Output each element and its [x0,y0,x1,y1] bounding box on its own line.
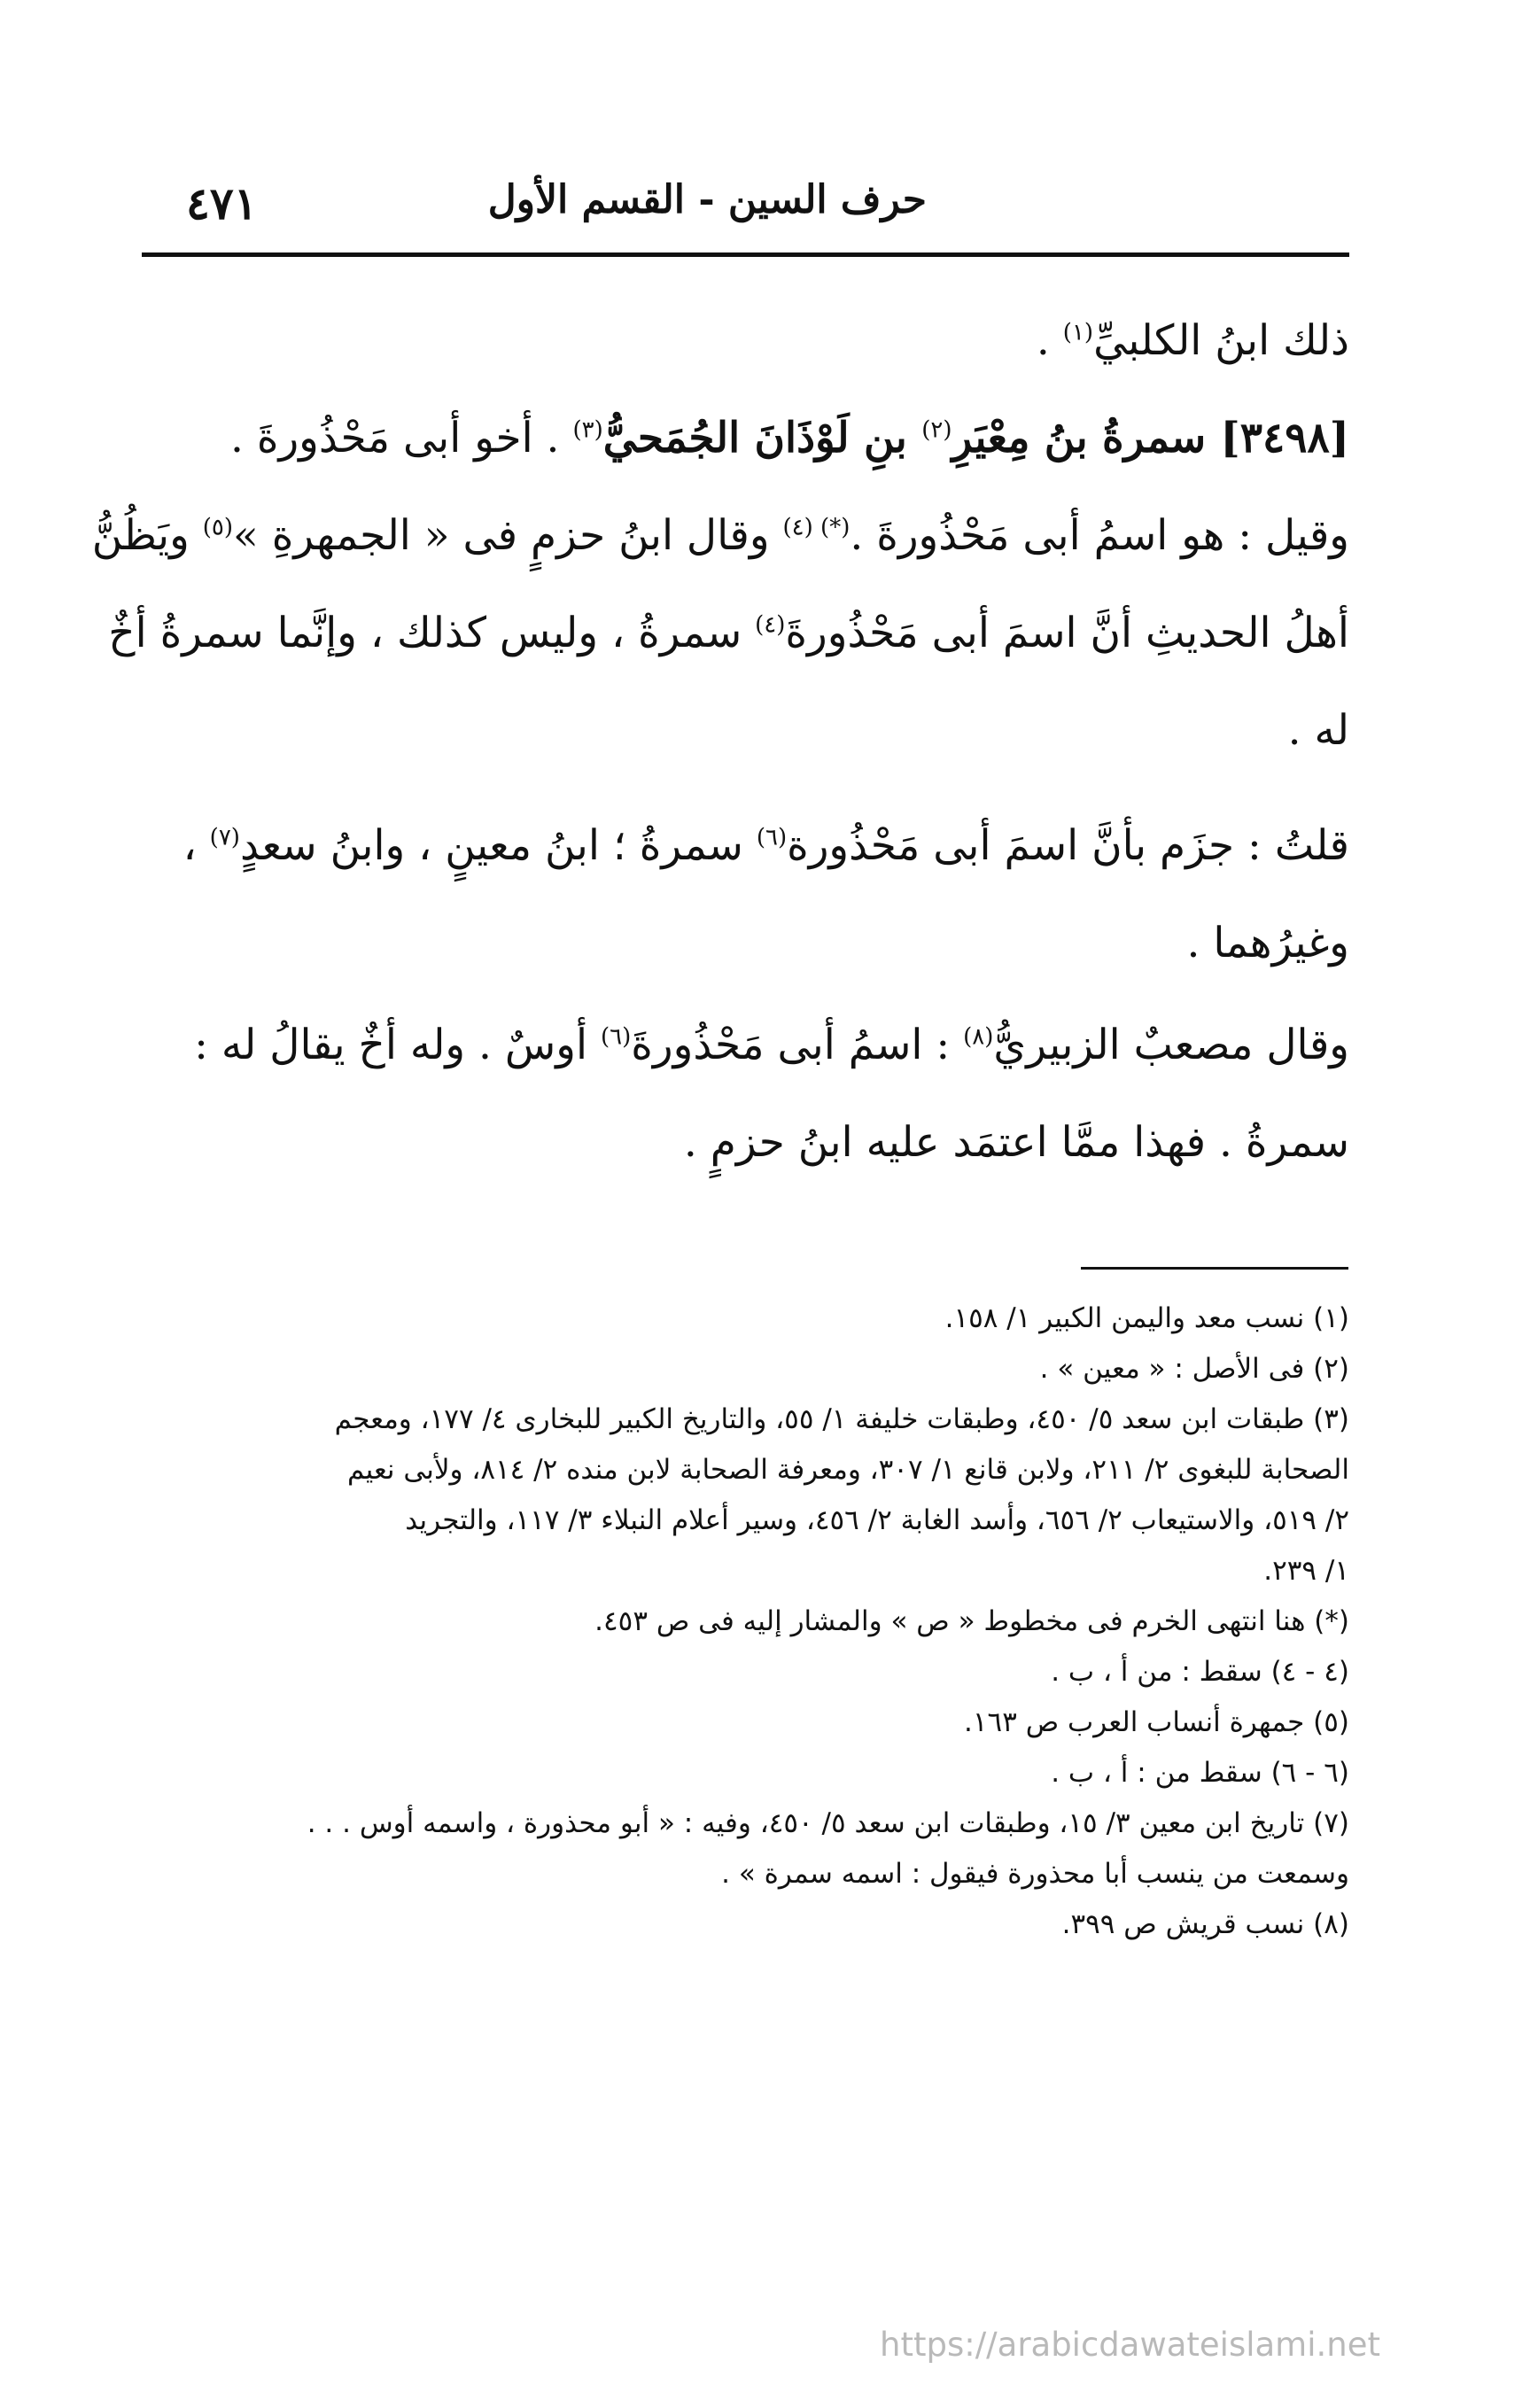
text-line: وغيرُهما . [1186,919,1349,967]
footnote: (٦ - ٦) سقط من : أ ، ب . [1051,1757,1349,1789]
footnote-ref: (٥) [202,514,234,541]
running-header-title: حرف السين - القسم الأول [487,177,927,222]
footnote: (٥) جمهرة أنساب العرب ص ١٦٣. [964,1706,1349,1738]
footnote-ref: (١) [1062,319,1094,346]
footnote-continuation: الصحابة للبغوى ٢/ ٢١١، ولابن قانع ١/ ٣٠٧، ومعرفة الصحابة لابن منده ٢/ ٨١٤، ولأبى نعيم [346,1454,1349,1486]
text-line: أهلُ الحديثِ أنَّ اسمَ أبى مَحْذُورةَ$^{(٤)}$ سمرةُ ، وليس كذلك ، وإنَّما سمرةُ أخٌ [108,609,1349,657]
footnote: (١) نسب معد واليمن الكبير ١/ ١٥٨. [944,1302,1349,1334]
footnote: (٤ - ٤) سقط : من أ ، ب . [1051,1656,1349,1688]
footnote-ref: (*) (٤) [782,514,851,541]
footnote-ref: (٦) [756,824,788,851]
footnotes [142,1293,1349,1950]
footnote-ref: (٣) [572,416,603,444]
text-line: له . [1287,706,1349,755]
footnote-continuation: وسمعت من ينسب أبا محذورة فيقول : اسمه سمرة » . [721,1858,1349,1890]
footnote: (*) هنا انتهى الخرم فى مخطوط « ص » والمشار إليه فى ص ٤٥٣. [594,1605,1349,1637]
footnote: (٢) فى الأصل : « معين » . [1039,1353,1349,1385]
text-line: ذلك ابنُ الكلبيِّ$^{(١)}$ . [1036,316,1349,365]
entry-name: سمرةُ بنُ مِعْيَرِ [952,414,1221,462]
entry-heading-line: [٣٤٩٨] سمرةُ بنُ مِعْيَرِ$^{(٢)}$ بنِ لَوْذَانَ الجُمَحيُّ$^{(٣)}$ . أخو أبى مَحْذُورةَ . [229,414,1349,462]
footnote-ref: (٨) [963,1023,994,1051]
footnote-separator [1081,1267,1348,1270]
text-line: وقال مصعبٌ الزبيريُّ$^{(٨)}$ : اسمُ أبى مَحْذُورةَ$^{(٦)}$ أوسٌ . وله أخٌ يقالُ له : [194,1021,1349,1069]
entry-name-cont: بنِ لَوْذَانَ الجُمَحيُّ [602,414,922,462]
footnote: (٨) نسب قريش ص ٣٩٩. [1061,1908,1349,1940]
watermark-url: https://arabicdawateislami.net [880,2326,1380,2364]
header-rule [142,252,1349,257]
text-line: وقيل : هو اسمُ أبى مَحْذُورةَ .$^{(*) (٤)}$ وقال ابنُ حزمٍ فى « الجمهرةِ »$^{(٥)}$ ويَظُنُّ [91,511,1349,560]
footnote-ref: (٤) [755,611,786,639]
entry-number: [٣٤٩٨] [1220,414,1349,462]
page-number: ٤٧١ [186,177,258,229]
footnote-ref: (٦) [601,1023,632,1051]
text-line: سمرةُ . فهذا ممَّا اعتمَد عليه ابنُ حزمٍ . [683,1118,1349,1167]
footnote-continuation: ٢/ ٥١٩، والاستيعاب ٢/ ٦٥٦، وأسد الغابة ٢/ ٤٥٦، وسير أعلام النبلاء ٣/ ١١٧، والتجريد [405,1504,1349,1536]
footnote: (٣) طبقات ابن سعد ٥/ ٤٥٠، وطبقات خليفة ١/ ٥٥، والتاريخ الكبير للبخارى ٤/ ١٧٧، ومعجم [334,1403,1349,1435]
main-text [91,292,1349,1192]
footnote-ref: (٢) [921,416,952,444]
text-line: قلتُ : جزَم بأنَّ اسمَ أبى مَحْذُورة$^{(٦)}$ سمرةُ ؛ ابنُ معينٍ ، وابنُ سعدٍ$^{(٧)}$ ، [183,821,1349,870]
footnote: (٧) تاريخ ابن معين ٣/ ١٥، وطبقات ابن سعد ٥/ ٤٥٠، وفيه : « أبو محذورة ، واسمه أوس . . . [307,1807,1349,1839]
footnote-ref: (٧) [209,824,240,851]
footnote-continuation: ١/ ٢٣٩. [1263,1555,1349,1587]
